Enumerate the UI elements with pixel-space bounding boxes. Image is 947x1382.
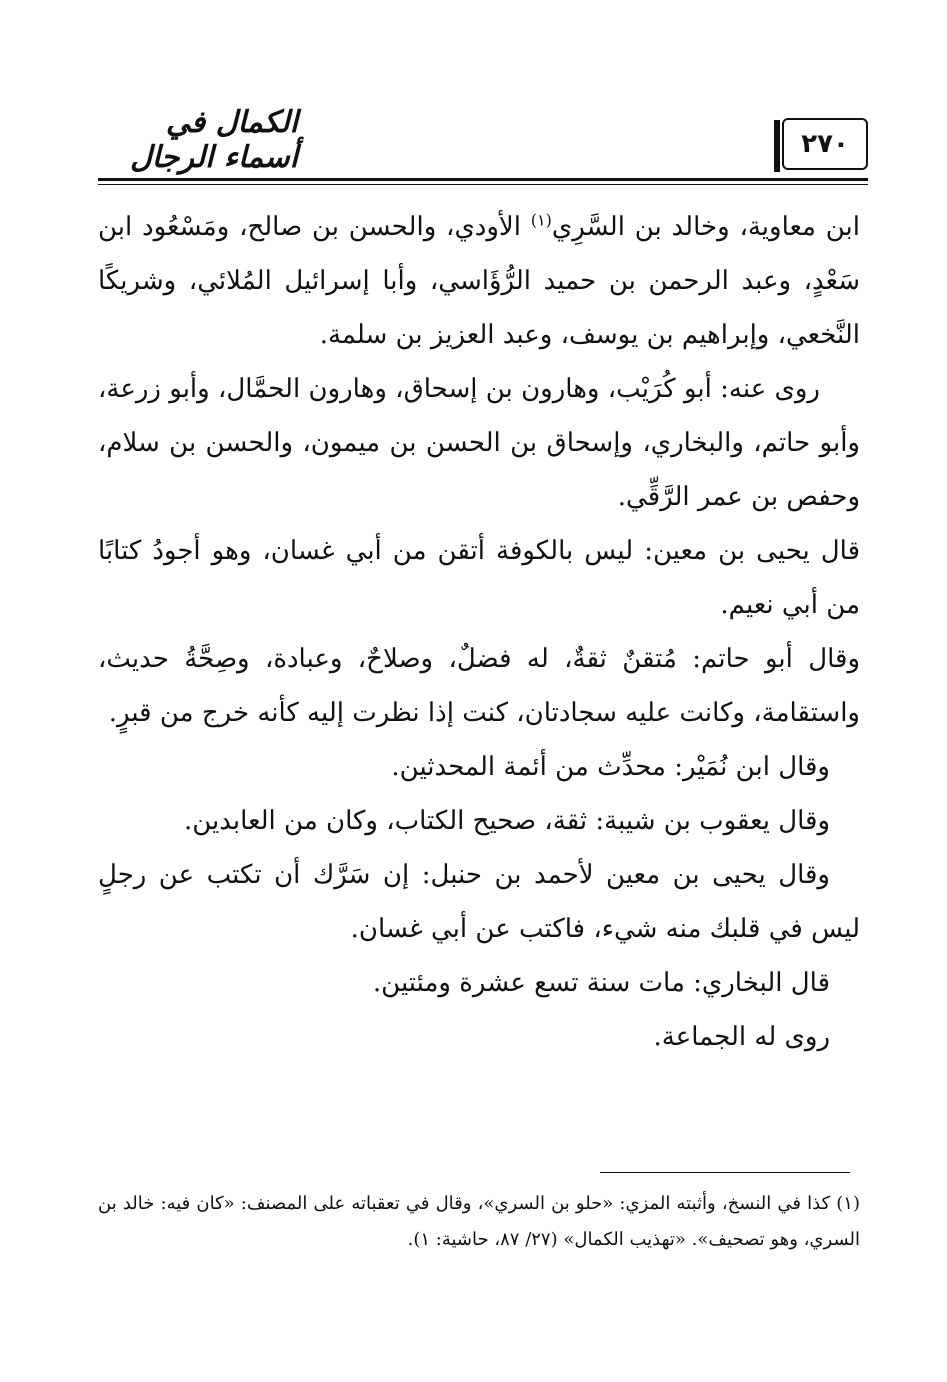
footnote-divider: [600, 1172, 850, 1173]
paragraph-quote: وقال أبو حاتم: مُتقنٌ ثقةٌ، له فضلٌ، وصلاحٌ، وعبادة، وصِحَّةُ حديث، واستقامة، وكانت عليه سجادتان، كنت إذا نظرت إليه كأنه خرج من قبرٍ.: [98, 644, 860, 728]
paragraph-quote: وقال يحيى بن معين لأحمد بن حنبل: إن سَرَّك أن تكتب عن رجلٍ ليس في قلبك منه شيء، فاكتب عن أبي غسان.: [98, 860, 860, 944]
page-header: [98, 105, 868, 175]
paragraph-quote: قال البخاري: مات سنة تسع عشرة ومئتين.: [372, 968, 830, 998]
footnote: [98, 1186, 860, 1258]
paragraph-teachers: [98, 200, 860, 362]
paragraph-text: ابن معاوية، وخالد بن السَّرِي: [551, 212, 861, 242]
running-title: الكمال في أسماء الرجال: [129, 105, 298, 175]
page-number: ٢٧٠: [782, 118, 868, 170]
header-divider: [98, 178, 868, 181]
paragraph-quote: وقال يعقوب بن شيبة: ثقة، صحيح الكتاب، وكان من العابدين.: [183, 806, 830, 836]
footnote-text: (١) كذا في النسخ، وأثبته المزي: «حلو بن السري»، وقال في تعقباته على المصنف: «كان فيه: خالد بن السري، وهو تصحيف». «تهذيب الكمال» (٢٧/ ٨٧، حاشية: ١).: [98, 1193, 860, 1250]
paragraph-quote: روى له الجماعة.: [653, 1022, 830, 1052]
footnote-reference[interactable]: (١): [530, 210, 552, 230]
paragraph-students: روى عنه: أبو كُرَيْب، وهارون بن إسحاق، وهارون الحمَّال، وأبو زرعة، وأبو حاتم، والبخاري، وإسحاق بن الحسن بن ميمون، والحسن بن سلام، وحفص بن عمر الرَّقِّي.: [98, 374, 860, 512]
main-text: [98, 200, 860, 1064]
paragraph-text: الأودي، والحسن بن صالح، ومَسْعُود ابن سَعْدٍ، وعبد الرحمن بن حميد الرُّؤَاسي، وأبا إسرائيل المُلائي، وشريكًا النَّخعي، وإبراهيم بن يوسف، وعبد العزيز بن سلمة.: [98, 212, 860, 350]
paragraph-quote: وقال ابن نُمَيْر: محدِّث من أئمة المحدثين.: [391, 752, 830, 782]
paragraph-quote: قال يحيى بن معين: ليس بالكوفة أتقن من أبي غسان، وهو أجودُ كتابًا من أبي نعيم.: [98, 536, 860, 620]
